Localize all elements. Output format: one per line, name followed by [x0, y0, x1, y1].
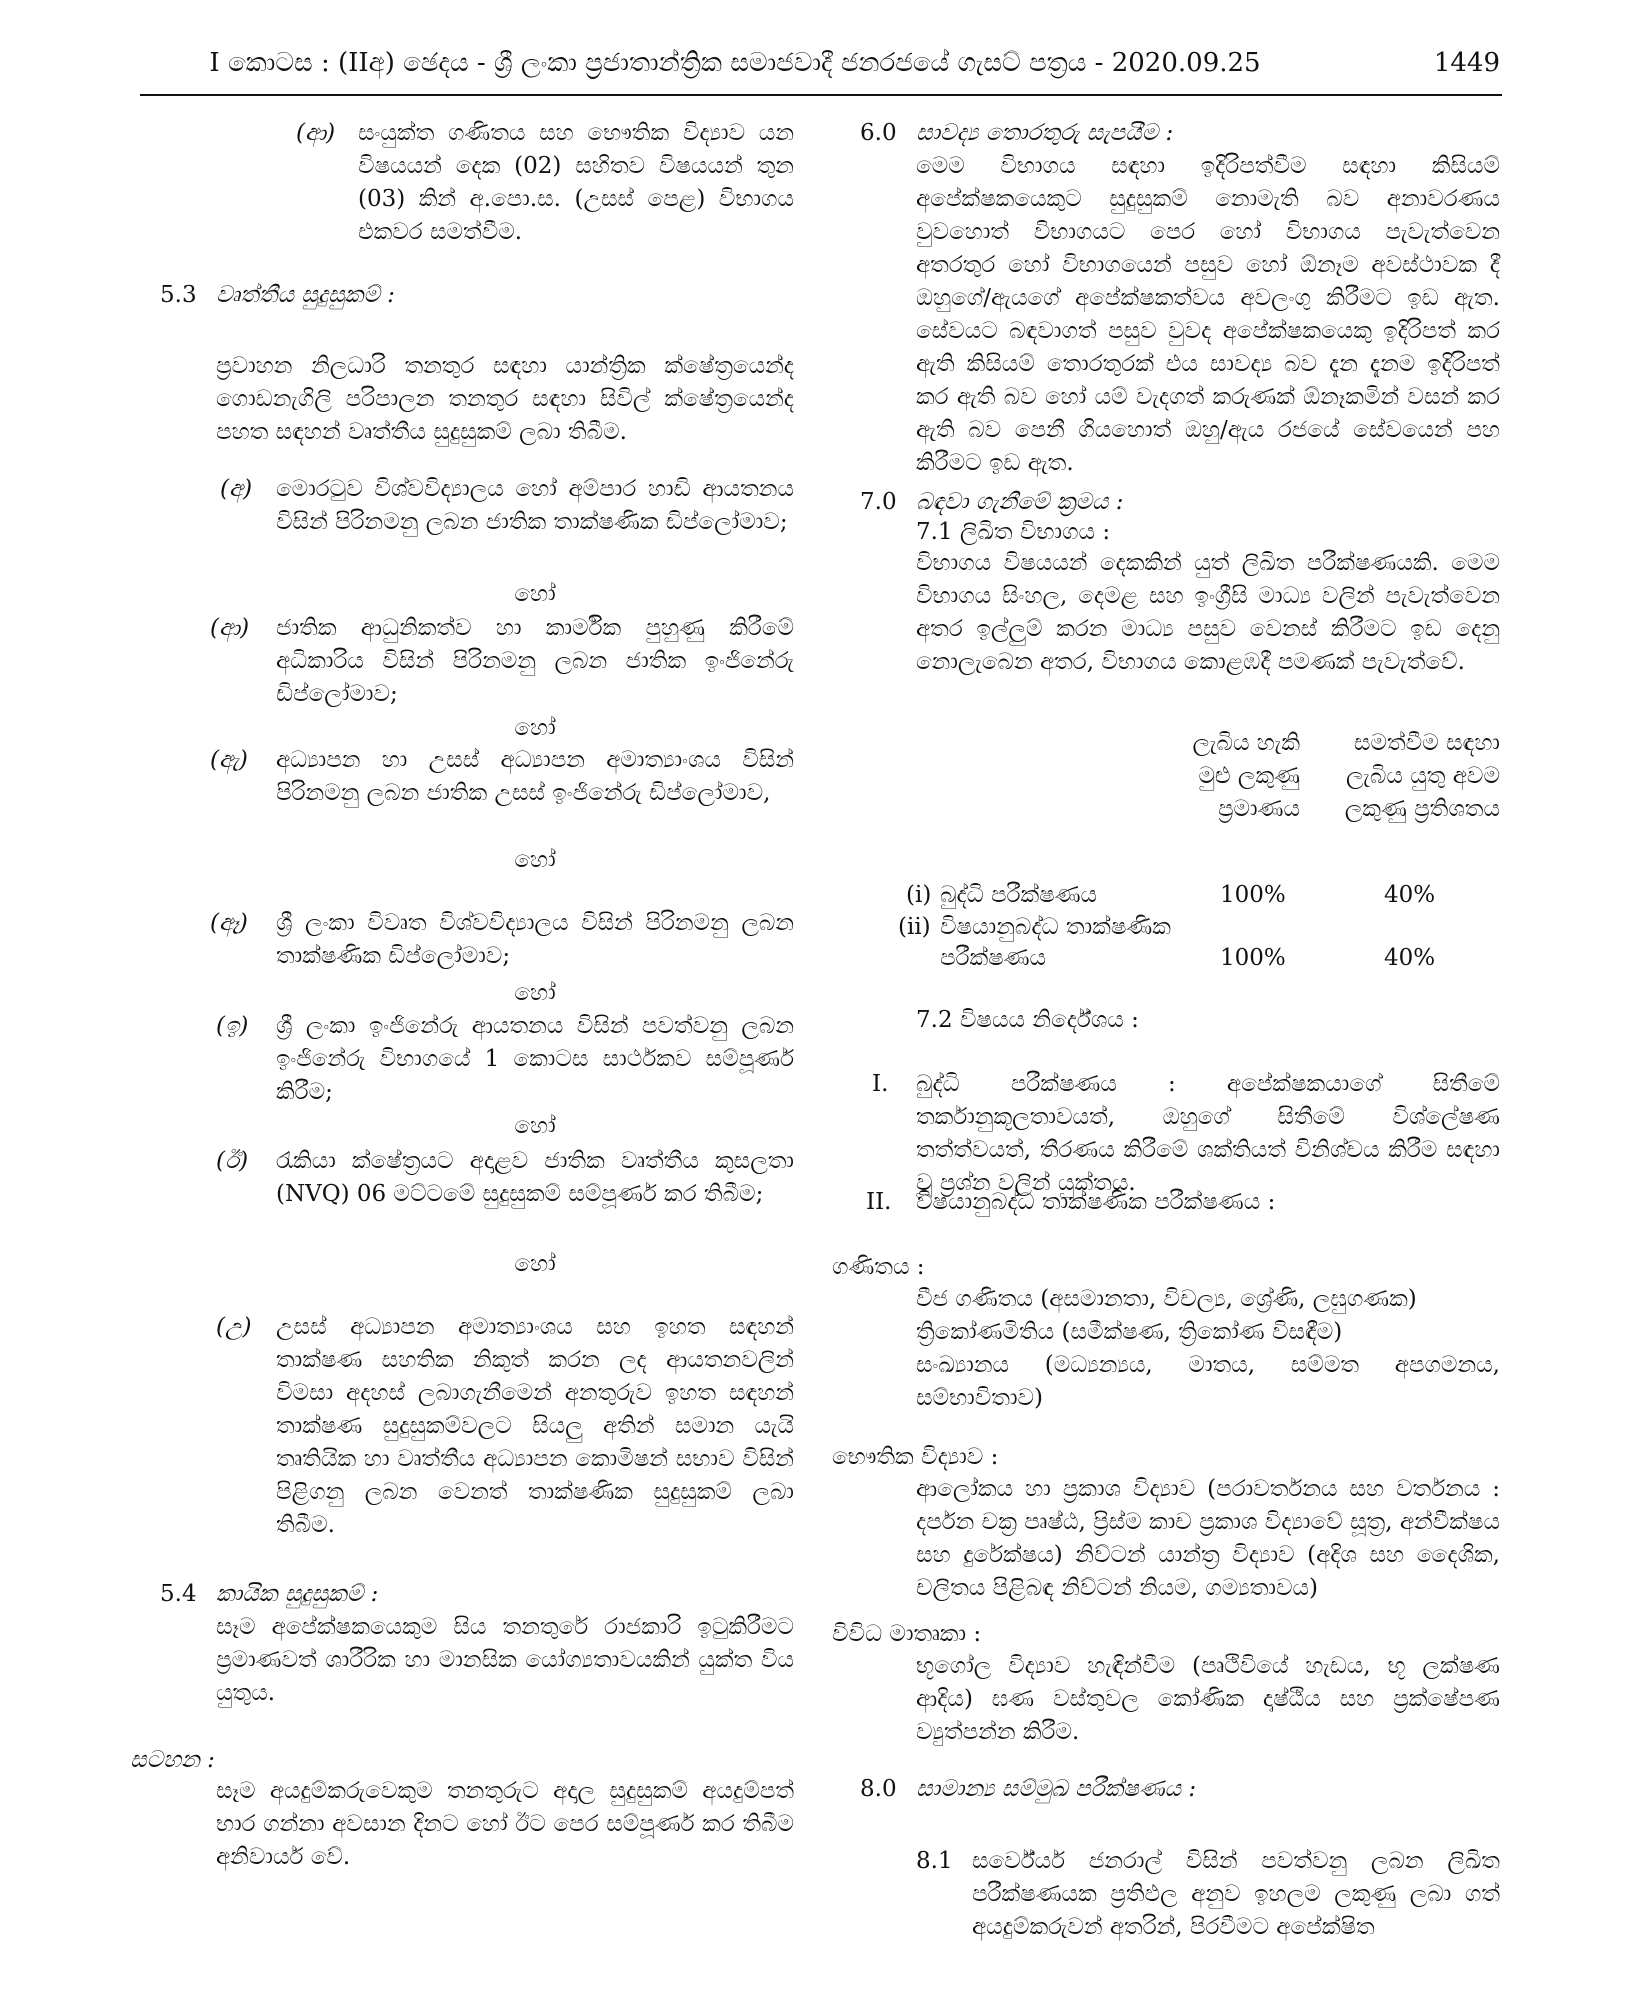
syllabus-2-number: II.: [866, 1189, 892, 1215]
qualification-item: ජාතික ආධුනිකත්ව හා කාර්මික පුහුණු කිරීමේ අධිකාරිය විසින් පිරිනමනු ලබන ජාතික ඉංජිනේරු ඩිප්ලෝමාව;: [276, 615, 794, 707]
syllabus-2-text: විෂයානුබද්ධ තාක්ෂණික පරීක්ෂණය :: [916, 1189, 1276, 1215]
table-row-total: 100%: [1220, 882, 1286, 908]
note-text: සෑම අයදුම්කරුවෙකුම තනතුරුට අදාල සුදුසුකම් අයදුම්පත් භාර ගන්නා අවසාන දිනට හෝ ඊට පෙර සම්පූර්ණ කර තිබීම අනිවාර්ය වේ.: [216, 1778, 794, 1870]
table-row-name: විෂයානුබද්ධ තාක්ෂණික: [940, 914, 1171, 940]
table-row-total: 100%: [1220, 945, 1286, 971]
page-number: 1449: [1433, 48, 1500, 78]
item-mark-u: (උ): [216, 1314, 252, 1340]
header-rule: [140, 94, 1502, 96]
item-mark-aa: (ආ): [296, 120, 336, 146]
physics-title: භෞතික විද්‍යාව :: [832, 1444, 999, 1470]
table-row-name: බුද්ධි පරීක්ෂණය: [940, 882, 1098, 908]
qualification-item: ශ්‍රී ලංකා විවෘත විශ්වවිද්‍යාලය විසින් පිරිනමනු ලබන තාක්ෂණික ඩිප්ලෝමාව;: [276, 910, 794, 969]
misc-title: විවිධ මාතෘකා :: [832, 1621, 982, 1647]
note-title: සටහන :: [130, 1747, 215, 1773]
section-5-3-intro: ප්‍රවාහන නිලධාරි තනතුර සඳහා යාන්ත්‍රික ක්ෂේත්‍රයෙන්ද ගොඩනැගිලි පරිපාලන තනතුර සඳහා සිවිල් ක්ෂේත්‍රයෙන්ද පහත සඳහන් වෘත්තීය සුදුසුකම් ලබා තිබීම.: [216, 353, 794, 445]
or-separator: හෝ: [514, 1251, 556, 1277]
item-mark-ae: (ඇ): [210, 747, 248, 773]
or-separator: හෝ: [514, 1113, 556, 1139]
section-8-0-title: සාමාන්‍ය සම්මුඛ පරීක්ෂණය :: [916, 1776, 1197, 1802]
table-row-pass: 40%: [1384, 882, 1436, 908]
section-7-2-title: 7.2 විෂයය නිර්දේශය :: [916, 1007, 1139, 1033]
misc-text: භූගෝල විද්‍යාව හැඳින්වීම (පෘථිවියේ හැඩය, භූ ලක්ෂණ ආදිය) ඝණ වස්තුවල කෝණික දෘෂ්ඨිය සහ ප්‍රක්ෂේපණ ව්‍යුත්පන්න කිරීම.: [916, 1653, 1500, 1745]
table-row-number: (ii): [898, 914, 931, 940]
section-5-4-number: 5.4: [160, 1581, 197, 1607]
item-mark-ii: (ඊ): [216, 1148, 249, 1174]
table-header-total: ලැබිය හැකි මුළු ලකුණු ප්‍රමාණය: [1192, 730, 1300, 822]
section-7-1-title: 7.1 ලිඛිත විභාගය :: [916, 519, 1111, 545]
physics-text: ආලෝකය හා ප්‍රකාශ විද්‍යාව (පරාවර්තනය සහ වර්තනය : දර්පන චක්‍ර පෘෂ්ඨ, ප්‍රිස්ම කාච ප්‍රකාශ විද්‍යාවේ සූත්‍ර, අන්වීක්ෂය සහ දුරේක්ෂය) නිව්ටන් යාන්ත්‍ර විද්‍යාව (අදිශ සහ දෛශික, චලිතය පිළිබඳ නිව්ටන් නියම, ගම්‍යතාවය): [916, 1476, 1500, 1601]
section-6-0-number: 6.0: [860, 120, 897, 146]
section-6-0-title: සාවද්‍ය තොරතුරු සැපයීම :: [916, 120, 1174, 146]
table-row-name-cont: පරීක්ෂණය: [940, 945, 1047, 971]
item-mark-aa2: (ආ): [210, 615, 250, 641]
item-mark-i: (ඉ): [216, 1013, 249, 1039]
syllabus-1-number: I.: [872, 1071, 889, 1097]
section-8-0-number: 8.0: [860, 1776, 897, 1802]
section-6-0-text: මෙම විභාගය සඳහා ඉදිරිපත්වීම සඳහා කිසියම් අපේක්ෂකයෙකුට සුදුසුකම් නොමැති බව අනාවරණය වුවහොත් විභාගයට පෙර හෝ විභාගය පැවැත්වෙන අතරතුර හෝ විභාගයෙන් පසුව හෝ ඕනෑම අවස්ථාවක දී ඔහුගේ/ඇයගේ අපේක්ෂකත්වය අවලංගු කිරීමට ඉඩ ඇත. සේවයට බඳවාගත් පසුව වුවද අපේක්ෂකයෙකු ඉදිරිපත් කර ඇති කිසියම් තොරතුරක් එය සාවද්‍ය බව දැන දැනම ඉදිරිපත් කර ඇති බව හෝ යම් වැදගත් කරුණක් ඕනෑකමින් වසන් කර ඇති බව පෙනී ගියහොත් ඔහු/ඇය රජයේ සේවයෙන් පහ කිරීමට ඉඩ ඇත.: [916, 153, 1500, 476]
qualification-item: රැකියා ක්ෂේත්‍රයට අදාළව ජාතික වෘත්තීය කුසලතා (NVQ) 06 මට්ටමේ සුදුසුකම් සම්පූර්ණ කර තිබීම;: [276, 1148, 794, 1207]
item-mark-aee: (ඈ): [210, 910, 248, 936]
gazette-title: I කොටස : (IIඅ) ඡෙදය - ශ්‍රී ලංකා ප්‍රජාතාන්ත්‍රික සමාජවාදී ජනරජයේ ගැසට් පත්‍රය - 2020.09.25: [209, 48, 1261, 78]
table-row-number: (i): [906, 882, 932, 908]
section-5-3-number: 5.3: [160, 282, 197, 308]
section-7-1-text: විභාගය විෂයයන් දෙකකින් යුත් ලිඛිත පරීක්ෂණයකි. මෙම විභාගය සිංහල, දෙමළ සහ ඉංග්‍රීසි මාධ්‍ය වලින් පැවැත්වෙන අතර ඉල්ලුම් කරන මාධ්‍ය පසුව වෙනස් කිරීමට ඉඩ දෙනු නොලැබෙන අතර, විභාගය කොළඹදී පමණක් පැවැත්වේ.: [916, 550, 1500, 675]
section-5-4-title: කායික සුදුසුකම් :: [216, 1581, 379, 1607]
math-line: ත්‍රිකෝණමිතිය (සමීක්ෂණ, ත්‍රිකෝණ විසඳීම): [916, 1319, 1343, 1345]
aa-text: සංයුක්ත ගණිතය සහ භෞතික විද්‍යාව යන විෂයයන් දෙක (02) සහිතව විෂයයන් තුන (03) කින් අ.පො.ස. (උසස් පෙළ) විභාගය එකවර සමත්වීම.: [358, 120, 794, 245]
math-line: සංඛ්‍යානය (මධ්‍යන්‍යය, මාතය, සම්මත අපගමනය, සම්භාවිතාව): [916, 1352, 1500, 1411]
section-7-0-number: 7.0: [860, 489, 897, 515]
syllabus-1-text: බුද්ධි පරීක්ෂණය : අපේක්ෂකයාගේ සිතීමේ තර්කානුකූලතාවයත්, ඔහුගේ සිතීමේ විශ්ලේෂණ තත්ත්වයත්, තීරණය කිරීමේ ශක්තියත් විනිශ්චය කිරීම සඳහා වූ ප්‍රශ්න වලින් යුක්තය.: [916, 1071, 1500, 1196]
table-header-pass: සමත්වීම සඳහා ලැබිය යුතු අවම ලකුණු ප්‍රතිශතය: [1344, 730, 1500, 822]
math-title: ගණිතය :: [832, 1254, 925, 1280]
item-mark-a: (අ): [220, 476, 253, 502]
section-7-0-title: බඳවා ගැනීමේ ක්‍රමය :: [916, 489, 1124, 515]
or-separator: හෝ: [514, 847, 556, 873]
qualification-item: උසස් අධ්‍යාපන අමාත්‍යාංශය සහ ඉහත සඳහන් තාක්ෂණ සහතික නිකුත් කරන ලද ආයතනවලින් විමසා අදහස් ලබාගැනීමෙන් අනතුරුව ඉහත සඳහන් තාක්ෂණ සුදුසුකම්වලට සියලු අතින් සමාන යැයි තෘතියික හා වෘත්තීය අධ්‍යාපන කොමිෂන් සභාව විසින් පිළිගනු ලබන වෙනත් තාක්ෂණික සුදුසුකම් ලබා තිබීම.: [276, 1314, 794, 1538]
or-separator: හෝ: [514, 581, 556, 607]
page-header: [140, 46, 1500, 96]
qualification-item: මොරටුව විශ්වවිද්‍යාලය හෝ අම්පාර හාඩි ආයතනය විසින් පිරිනමනු ලබන ජාතික තාක්ෂණික ඩිප්ලෝමාව;: [276, 476, 794, 535]
qualification-item: අධ්‍යාපන හා උසස් අධ්‍යාපන අමාත්‍යාංශය විසින් පිරිනමනු ලබන ජාතික උසස් ඉංජිනේරු ඩිප්ලෝමාව,: [276, 747, 794, 806]
section-8-1-text: සර්වේයර් ජනරාල් විසින් පවත්වනු ලබන ලිඛිත පරීක්ෂණයක ප්‍රතිඵල අනුව ඉහලම ලකුණු ලබා ගත් අයදුම්කරුවන් අතරින්, පිරවීමට අපේක්ෂිත: [972, 1848, 1500, 1940]
section-5-4-text: සෑම අපේක්ෂකයෙකුම සිය තනතුරේ රාජකාරි ඉටුකිරීමට ප්‍රමාණවත් ශාරීරික හා මානසික යෝග්‍යතාවයකින් යුක්ත විය යුතුය.: [216, 1614, 794, 1706]
table-row-pass: 40%: [1384, 945, 1436, 971]
or-separator: හෝ: [514, 980, 556, 1006]
qualification-item: ශ්‍රී ලංකා ඉංජිනේරු ආයතනය විසින් පවත්වනු ලබන ඉංජිනේරු විභාගයේ 1 කොටස සාර්ථකව සම්පූර්ණ කිරීම;: [276, 1013, 794, 1105]
section-5-3-title: වෘත්තීය සුදුසුකම් :: [216, 282, 395, 308]
section-8-1-number: 8.1: [916, 1848, 953, 1874]
math-line: වීජ ගණිතය (අසමානතා, විචල්‍ය, ශ්‍රේණි, ලඝුගණක): [916, 1286, 1417, 1312]
or-separator: හෝ: [514, 715, 556, 741]
